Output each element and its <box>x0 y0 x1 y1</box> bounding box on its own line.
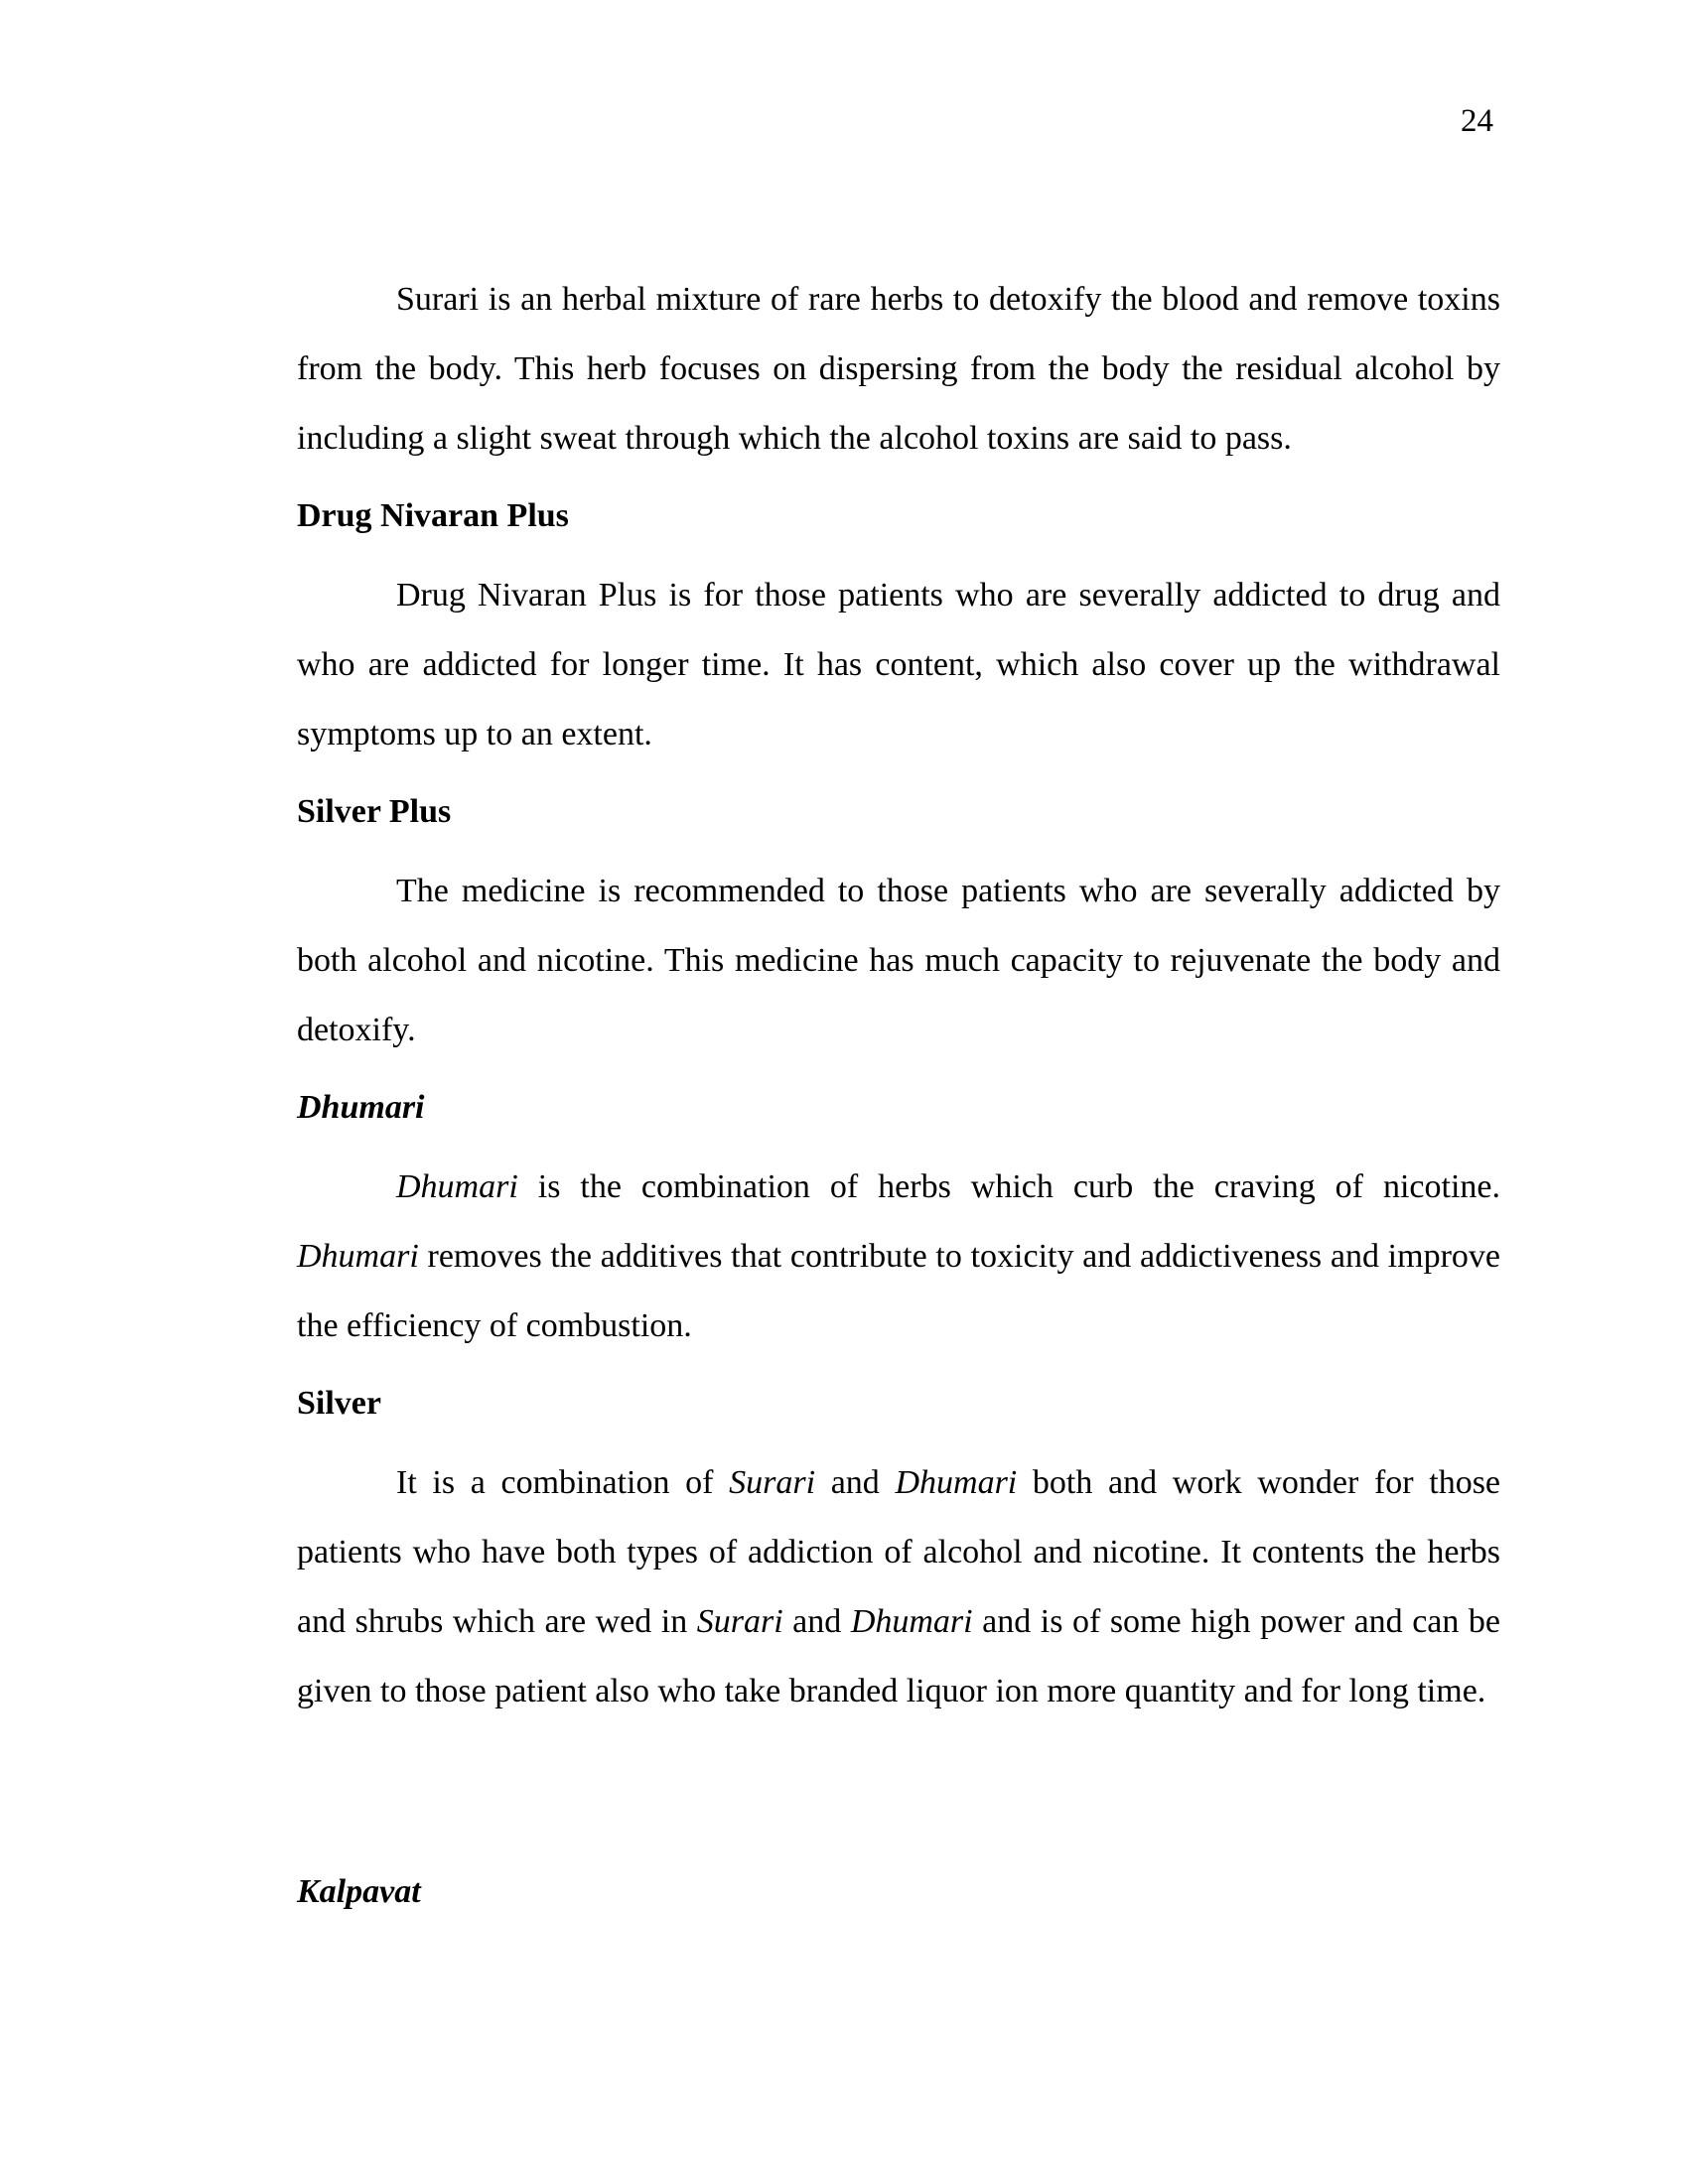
silver-text-3: both and work wonder for those patients who have both types of addiction of alcohol and nicotine. It contents the herbs and shrubs which are wed in <box>297 1464 1501 1640</box>
surari-term: Surari <box>729 1464 816 1501</box>
silver-plus-paragraph: The medicine is recommended to those patients who are severally addicted by both alcohol and nicotine. This medicine has much capacity to rejuvenate the body and detoxify. <box>297 873 1500 1048</box>
drug-nivaran-plus-paragraph: Drug Nivaran Plus is for those patients who are severally addicted to drug and who are addicted for longer time. It has content, which also cover up the withdrawal symptoms up to an extent. <box>297 577 1500 752</box>
document-body <box>297 265 1500 1937</box>
silver-text-4: and <box>782 1603 851 1640</box>
surari-paragraph: Surari is an herbal mixture of rare herbs to detoxify the blood and remove toxins from the body. This herb focuses on dispersing from the body the residual alcohol by including a slight sweat through which the alcohol toxins are said to pass. <box>297 281 1500 457</box>
heading-drug-nivaran-plus: Drug Nivaran Plus <box>297 497 569 534</box>
dhumari-term: Dhumari <box>895 1464 1018 1501</box>
dhumari-term: Dhumari <box>297 1238 419 1275</box>
silver-paragraph <box>297 1448 1500 1726</box>
dhumari-term: Dhumari <box>850 1603 973 1640</box>
dhumari-text-2: removes the additives that contribute to toxicity and addictiveness and improve the efficiency of combustion. <box>297 1238 1500 1344</box>
silver-text-5: and is of some high power and can be given to those patient also who take branded liquor ion more quantity and for long time. <box>297 1603 1501 1709</box>
silver-text-1: It is a combination of <box>396 1464 730 1501</box>
heading-silver-plus: Silver Plus <box>297 793 452 830</box>
silver-text-2: and <box>815 1464 896 1501</box>
page-number: 24 <box>1461 103 1493 139</box>
surari-term: Surari <box>696 1603 783 1640</box>
heading-dhumari: Dhumari <box>297 1089 425 1126</box>
dhumari-text-1: is the combination of herbs which curb the craving of nicotine. <box>517 1168 1500 1205</box>
heading-silver: Silver <box>297 1385 381 1422</box>
heading-kalpavat: Kalpavat <box>297 1873 421 1910</box>
dhumari-term: Dhumari <box>396 1168 518 1205</box>
dhumari-paragraph <box>297 1153 1500 1361</box>
